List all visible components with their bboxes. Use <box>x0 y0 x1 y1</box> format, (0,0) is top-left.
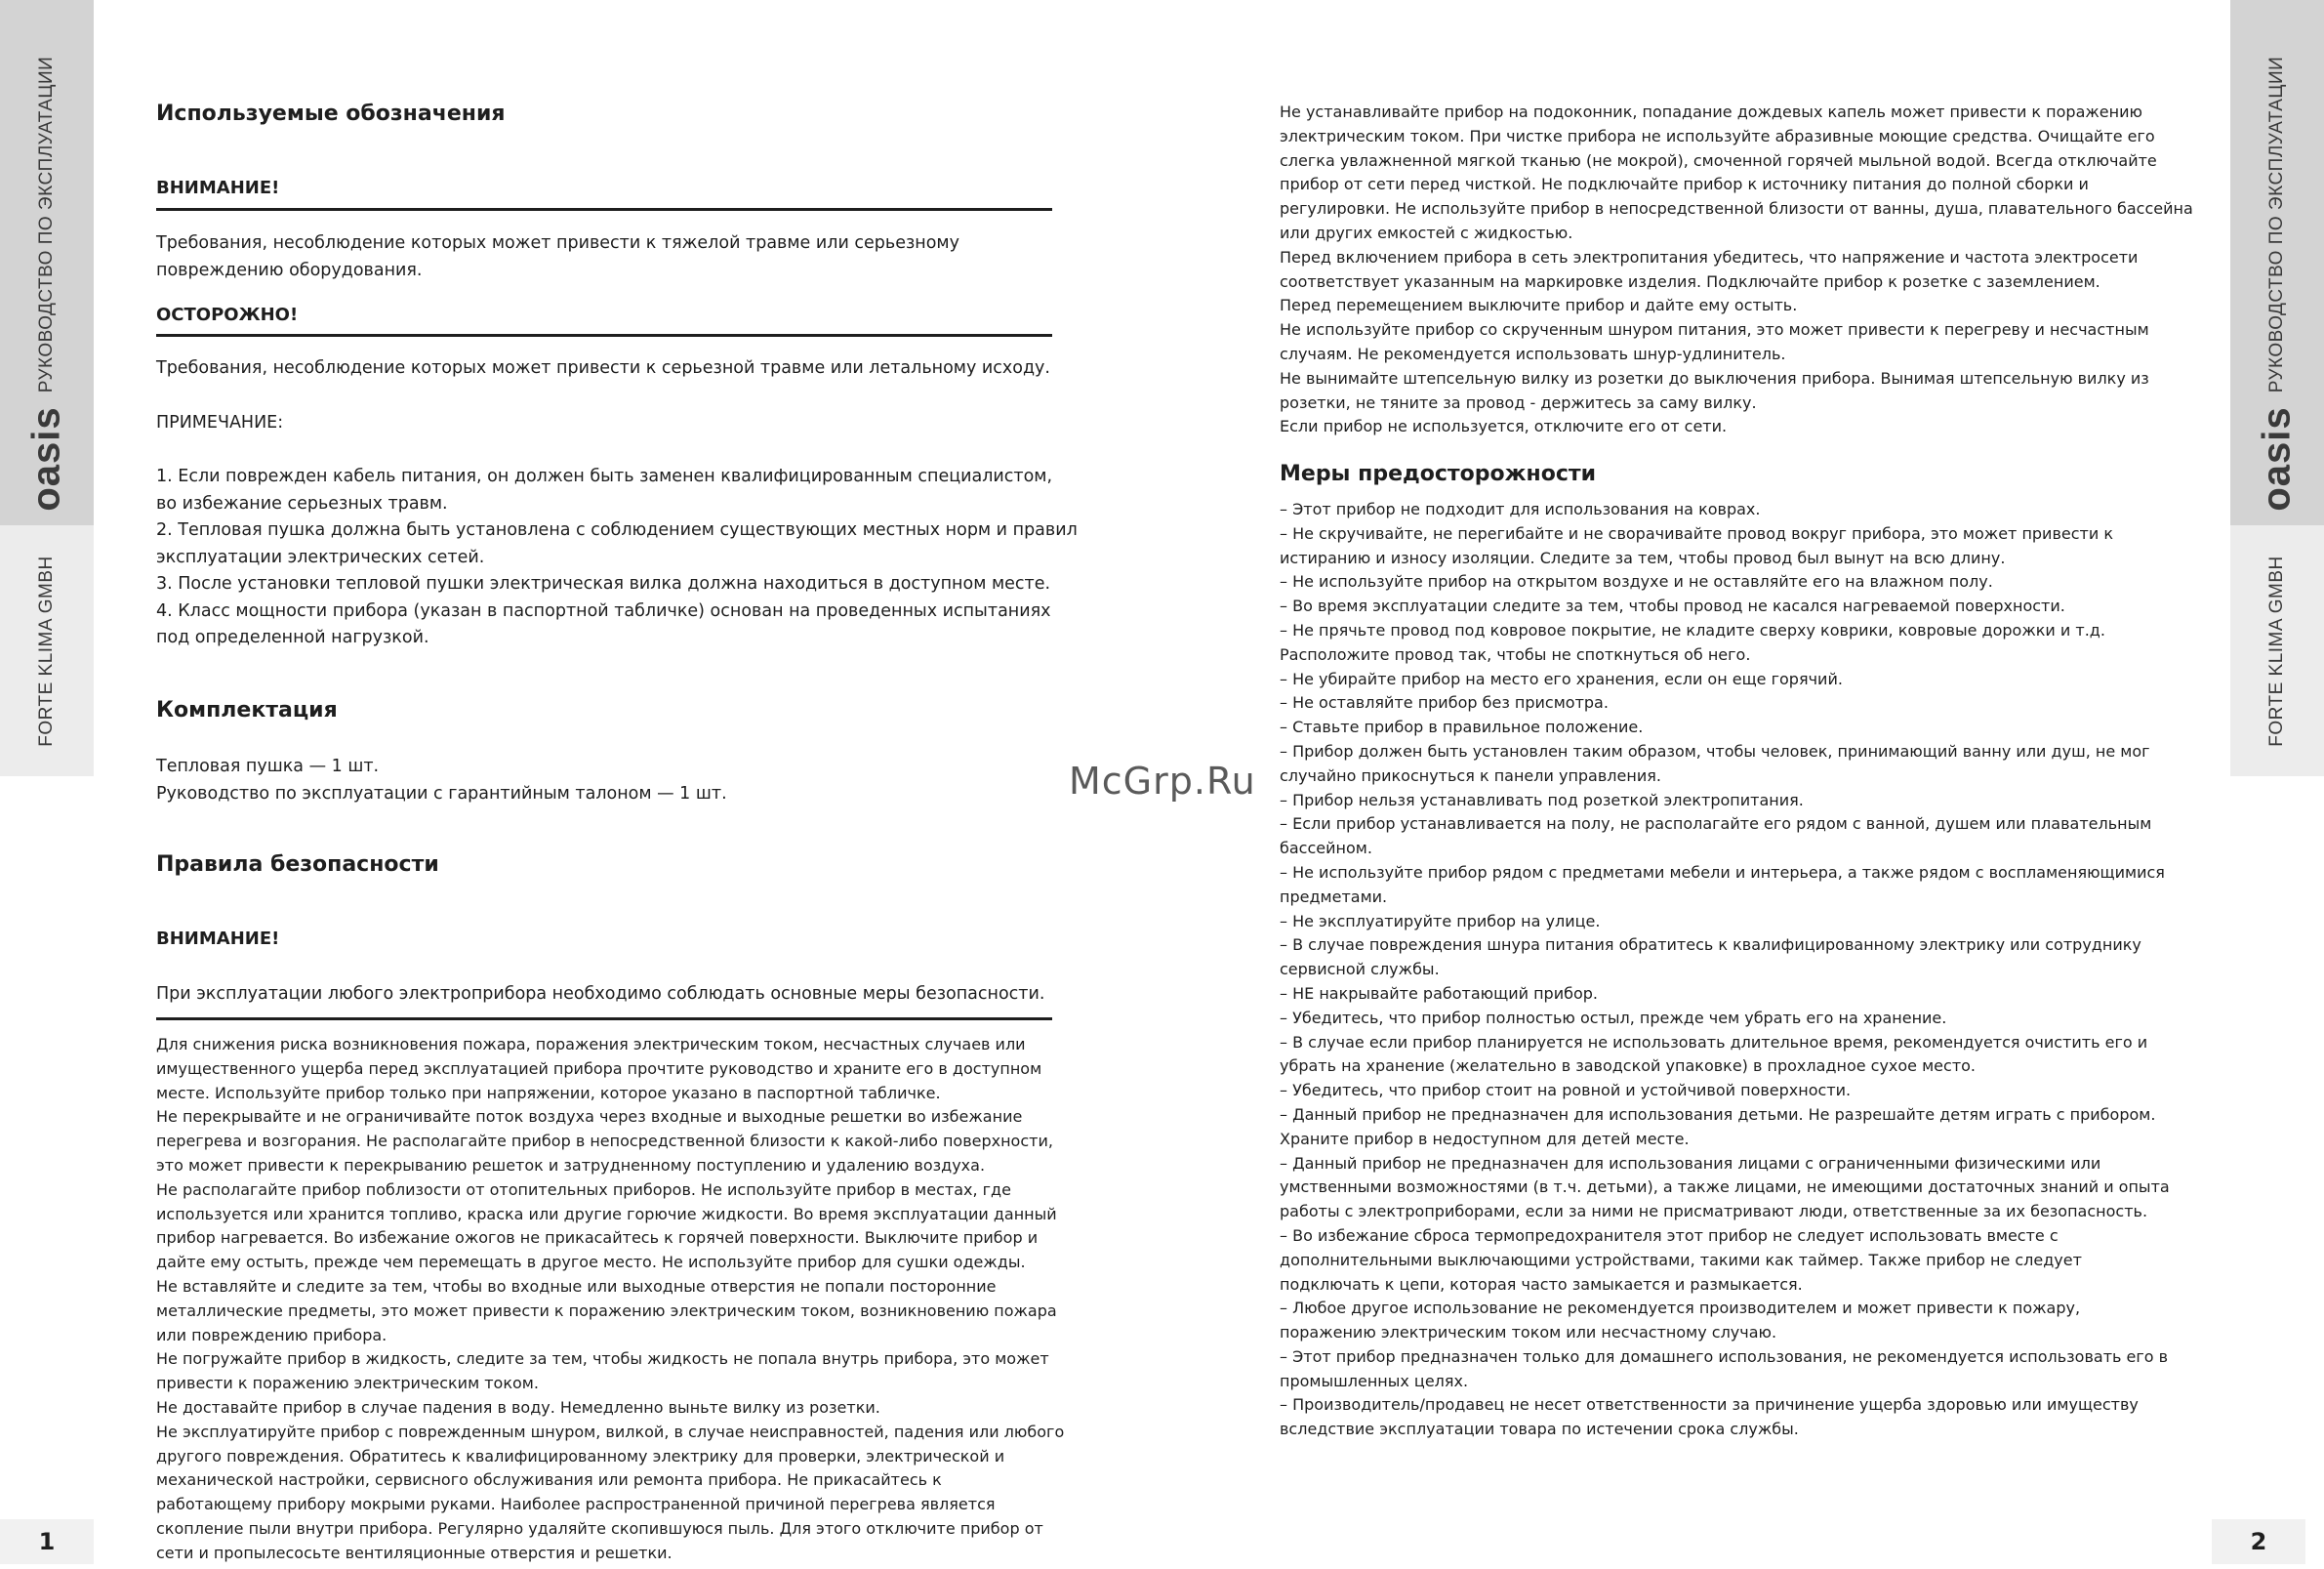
notes-list <box>156 464 1078 652</box>
precaution-line: дополнительными выключающими устройствами, такими как таймер. Также прибор не следует <box>1280 1250 2082 1269</box>
right-sidebar <box>2230 0 2324 776</box>
text-line: повреждению оборудования. <box>156 260 423 280</box>
safety-body <box>156 1033 1064 1566</box>
text-line: Требования, несоблюдение которых может привести к серьезной травме или летальному исходу. <box>156 358 1050 378</box>
precaution-line: – НЕ накрывайте работающий прибор. <box>1280 983 1598 1003</box>
body-line: имущественного ущерба перед эксплуатацией прибора прочтите руководство и храните его в доступном <box>156 1058 1042 1078</box>
precautions-list <box>1280 498 2170 1442</box>
precaution-line: – Не прячьте провод под ковровое покрытие, не кладите сверху коврики, ковровые дорожки и т.д. <box>1280 620 2105 640</box>
precaution-line: Расположите провод так, чтобы не споткнуться об него. <box>1280 644 1751 664</box>
body-line: Перед включением прибора в сеть электропитания убедитесь, что напряжение и частота электросети <box>1280 247 2139 267</box>
body-line: работающему прибору мокрыми руками. Наиболее распространенной причиной перегрева является <box>156 1495 996 1514</box>
kit-item: Тепловая пушка — 1 шт. <box>156 757 380 776</box>
brand-logo: oasis <box>2255 406 2299 512</box>
precaution-line: промышленных целях. <box>1280 1371 1469 1390</box>
body-line: перегрева и возгорания. Не располагайте прибор в непосредственной близости к какой-либо поверхности, <box>156 1132 1053 1151</box>
precaution-line: – Не эксплуатируйте прибор на улице. <box>1280 911 1601 930</box>
precaution-line: – Не используйте прибор рядом с предметами мебели и интерьера, а также рядом с воспламеняющимися <box>1280 862 2165 882</box>
note-line: эксплуатации электрических сетей. <box>156 547 485 567</box>
precaution-line: – Прибор должен быть установлен таким образом, чтобы человек, принимающий ванну или душ, не мог <box>1280 741 2150 761</box>
precaution-line: – Не используйте прибор на открытом воздухе и не оставляйте его на влажном полу. <box>1280 572 1993 592</box>
kit-list <box>156 754 727 807</box>
safety-warning-text <box>156 981 1044 1009</box>
precaution-line: бассейном. <box>1280 839 1372 858</box>
precaution-line: – Этот прибор предназначен только для домашнего использования, не рекомендуется использовать его в <box>1280 1346 2169 1366</box>
sidebar-company-label: FORTE KLIMA GMBH <box>2266 556 2287 747</box>
body-line: Не погружайте прибор в жидкость, следите за тем, чтобы жидкость не попала внутрь прибора, это может <box>156 1349 1049 1369</box>
divider-rule <box>156 334 1052 337</box>
precautions-heading: Меры предосторожности <box>1280 462 1597 486</box>
safety-warning-label: ВНИМАНИЕ! <box>156 929 280 949</box>
brand-logo: oasis <box>24 406 68 512</box>
safety-heading: Правила безопасности <box>156 852 439 877</box>
body-line: Не располагайте прибор поблизости от отопительных приборов. Не используйте прибор в местах, где <box>156 1179 1011 1199</box>
precaution-line: – Не убирайте прибор на место его хранения, если он еще горячий. <box>1280 669 1843 688</box>
intro-text <box>1280 101 2193 439</box>
precaution-line: поражению электрическим током или несчастному случаю. <box>1280 1323 1777 1342</box>
body-line: прибор нагревается. Во избежание ожогов не прикасайтесь к горячей поверхности. Выключите прибор и <box>156 1228 1039 1248</box>
body-line: дайте ему остыть, прежде чем перемещать в другое место. Не используйте прибор для сушки одежды. <box>156 1253 1026 1272</box>
caution-label: ОСТОРОЖНО! <box>156 305 299 325</box>
body-line: розетки, не тяните за провод - держитесь за саму вилку. <box>1280 392 1757 412</box>
body-line: Не перекрывайте и не ограничивайте поток воздуха через входные и выходные решетки во избежание <box>156 1107 1023 1127</box>
body-line: или повреждению прибора. <box>156 1325 387 1344</box>
note-line: 2. Тепловая пушка должна быть установлена с соблюдением существующих местных норм и правил <box>156 520 1078 540</box>
precaution-line: – Данный прибор не предназначен для использования детьми. Не разрешайте детям играть с прибором. <box>1280 1104 2156 1124</box>
body-line: Перед перемещением выключите прибор и дайте ему остыть. <box>1280 296 1798 315</box>
body-line: привести к поражению электрическим током. <box>156 1374 539 1393</box>
text-line: ПРИМЕЧАНИЕ: <box>156 413 284 433</box>
body-line: прибор от сети перед чисткой. Не подключайте прибор к источнику питания до полной сборки и <box>1280 175 2089 194</box>
body-line: металлические предметы, это может привести к поражению электрическим током, возникновению пожара <box>156 1301 1057 1320</box>
text-line: При эксплуатации любого электроприбора необходимо соблюдать основные меры безопасности. <box>156 984 1045 1004</box>
page-number-left: 1 <box>0 1519 94 1564</box>
precaution-line: – Не оставляйте прибор без присмотра. <box>1280 693 1609 713</box>
body-line: скопление пыли внутри прибора. Регулярно удаляйте скопившуюся пыль. Для этого отключите прибор от <box>156 1518 1043 1538</box>
divider-rule <box>156 1017 1052 1020</box>
caution-text <box>156 355 1050 383</box>
text-line: Требования, несоблюдение которых может привести к тяжелой травме или серьезному <box>156 233 959 253</box>
body-line: сети и пропылесосьте вентиляционные отверстия и решетки. <box>156 1543 673 1562</box>
sidebar-manual-label: РУКОВОДСТВО ПО ЭКСПЛУАТАЦИИ <box>36 56 57 393</box>
note-line: 3. После установки тепловой пушки электрическая вилка должна находиться в доступном месте. <box>156 574 1051 594</box>
precaution-line: – Если прибор устанавливается на полу, не располагайте его рядом с ванной, душем или плавательным <box>1280 814 2152 834</box>
precaution-line: предметами. <box>1280 887 1388 906</box>
sidebar-manual-label: РУКОВОДСТВО ПО ЭКСПЛУАТАЦИИ <box>2266 56 2287 393</box>
body-line: Не вставляйте и следите за тем, чтобы во входные или выходные отверстия не попали посторонние <box>156 1276 997 1296</box>
precaution-line: – Убедитесь, что прибор полностью остыл, прежде чем убрать его на хранение. <box>1280 1008 1947 1027</box>
precaution-line: сервисной службы. <box>1280 960 1440 979</box>
body-line: Если прибор не используется, отключите его от сети. <box>1280 417 1728 436</box>
precaution-line: – Данный прибор не предназначен для использования лицами с ограниченными физическими или <box>1280 1153 2101 1173</box>
body-line: используется или хранится топливо, краска или другие горючие жидкости. Во время эксплуатации данный <box>156 1204 1057 1223</box>
precaution-line: – Убедитесь, что прибор стоит на ровной и устойчивой поверхности. <box>1280 1081 1852 1100</box>
body-line: Не используйте прибор со скрученным шнуром питания, это может привести к перегреву и несчастным <box>1280 320 2149 340</box>
divider-rule <box>156 208 1052 211</box>
note-line: 4. Класс мощности прибора (указан в паспортной табличке) основан на проведенных испытаниях <box>156 600 1051 621</box>
precaution-line: – Ставьте прибор в правильное положение. <box>1280 718 1644 737</box>
precaution-line: – Любое другое использование не рекомендуется производителем и может привести к пожару, <box>1280 1299 2081 1318</box>
precaution-line: убрать на хранение (желательно в заводской упаковке) в прохладное сухое место. <box>1280 1056 1977 1076</box>
page-number-right: 2 <box>2212 1519 2305 1564</box>
warning-text <box>156 230 959 284</box>
kit-heading: Комплектация <box>156 698 338 723</box>
left-sidebar <box>0 0 94 776</box>
warning-label: ВНИМАНИЕ! <box>156 178 280 198</box>
precaution-line: вследствие эксплуатации товара по истечении срока службы. <box>1280 1420 1799 1439</box>
sidebar-company-label: FORTE KLIMA GMBH <box>36 556 57 747</box>
body-line: механической настройки, сервисного обслуживания или ремонта прибора. Не прикасайтесь к <box>156 1470 942 1490</box>
body-line: Не эксплуатируйте прибор с поврежденным шнуром, вилкой, в случае неисправностей, падения или любого <box>156 1422 1065 1441</box>
precaution-line: случайно прикоснуться к панели управления. <box>1280 765 1661 785</box>
precaution-line: умственными возможностями (в т.ч. детьми), а также лицами, не имеющими достаточных знаний и опыта <box>1280 1177 2170 1197</box>
symbols-heading: Используемые обозначения <box>156 102 506 126</box>
precaution-line: – Этот прибор не подходит для использования на коврах. <box>1280 500 1761 518</box>
body-line: случаям. Не рекомендуется использовать шнур-удлинитель. <box>1280 344 1786 363</box>
body-line: Не вынимайте штепсельную вилку из розетки до выключения прибора. Вынимая штепсельную вилку из <box>1280 368 2149 388</box>
precaution-line: – Не скручивайте, не перегибайте и не сворачивайте провод вокруг прибора, это может привести к <box>1280 523 2113 543</box>
kit-item: Руководство по эксплуатации с гарантийным талоном — 1 шт. <box>156 783 727 804</box>
note-label <box>156 410 283 437</box>
body-line: или других емкостей с жидкостью. <box>1280 223 1573 242</box>
body-line: соответствует указанным на маркировке изделия. Подключайте прибор к розетке с заземлением. <box>1280 271 2100 291</box>
body-line: Не устанавливайте прибор на подоконник, попадание дождевых капель может привести к поражению <box>1280 103 2142 121</box>
body-line: другого повреждения. Обратитесь к квалифицированному электрику для проверки, электрической и <box>156 1446 1005 1466</box>
precaution-line: работы с электроприборами, если за ними не присматривают люди, ответственные за их безопасность. <box>1280 1202 2148 1221</box>
body-line: слегка увлажненной мягкой тканью (не мокрой), смоченной горячей мыльной водой. Всегда отключайте <box>1280 150 2157 170</box>
body-line: Не доставайте прибор в случае падения в воду. Немедленно выньте вилку из розетки. <box>156 1397 880 1417</box>
note-line: 1. Если поврежден кабель питания, он должен быть заменен квалифицированным специалистом, <box>156 467 1053 486</box>
precaution-line: – Во время эксплуатации следите за тем, чтобы провод не касался нагреваемой поверхности. <box>1280 597 2065 616</box>
body-line: регулировки. Не используйте прибор в непосредственной близости от ванны, душа, плавательного бассейна <box>1280 199 2193 219</box>
precaution-line: – В случае повреждения шнура питания обратитесь к квалифицированному электрику или сотруднику <box>1280 935 2141 955</box>
note-line: во избежание серьезных травм. <box>156 493 448 514</box>
precaution-line: – В случае если прибор планируется не использовать длительное время, рекомендуется очистить его и <box>1280 1032 2148 1052</box>
body-line: месте. Используйте прибор только при напряжении, которое указано в паспортной табличке. <box>156 1083 941 1102</box>
note-line: под определенной нагрузкой. <box>156 628 429 647</box>
body-line: Для снижения риска возникновения пожара, поражения электрическим током, несчастных случаев или <box>156 1035 1026 1053</box>
watermark: McGrp.Ru <box>1069 760 1256 803</box>
precaution-line: – Во избежание сброса термопредохранителя этот прибор не следует использовать вместе с <box>1280 1225 2059 1245</box>
body-line: это может привести к перекрыванию решеток и затрудненному поступлению и удалению воздуха. <box>156 1155 986 1175</box>
precaution-line: – Производитель/продавец не несет ответственности за причинение ущерба здоровью или имуществу <box>1280 1395 2139 1415</box>
body-line: электрическим током. При чистке прибора не используйте абразивные моющие средства. Очищайте его <box>1280 126 2155 145</box>
precaution-line: подключать к цепи, которая часто замыкается и размыкается. <box>1280 1274 1803 1294</box>
precaution-line: – Прибор нельзя устанавливать под розеткой электропитания. <box>1280 790 1804 809</box>
precaution-line: истиранию и износу изоляции. Следите за тем, чтобы провод был вынут на всю длину. <box>1280 548 2006 567</box>
precaution-line: Храните прибор в недоступном для детей месте. <box>1280 1129 1690 1148</box>
